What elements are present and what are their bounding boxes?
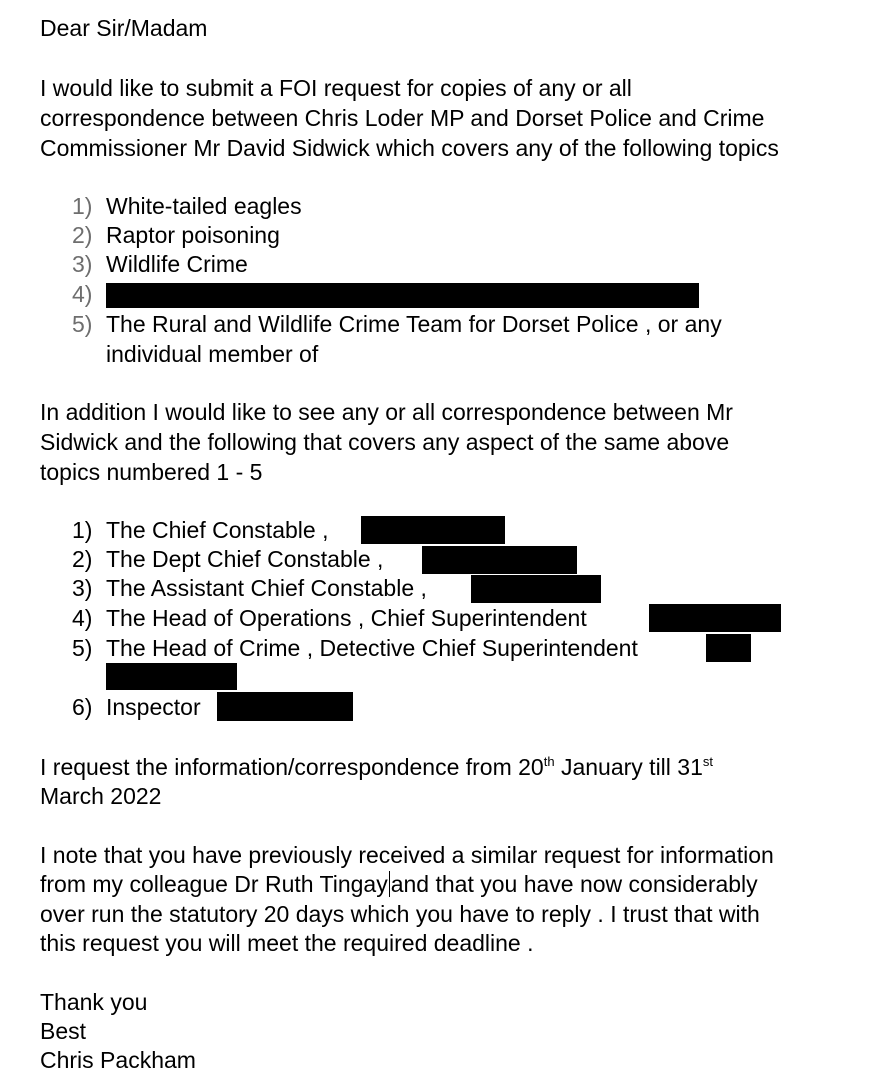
- note-text: and that you have now considerably: [390, 871, 758, 897]
- intro-line-3: Commissioner Mr David Sidwick which covers any of the following topics: [40, 135, 779, 161]
- ordinal-suffix: st: [702, 754, 714, 769]
- redaction-block: [422, 546, 577, 574]
- redaction-block: [649, 604, 781, 632]
- officer-item: The Head of Operations , Chief Superintendent: [106, 605, 587, 631]
- topic-item: White-tailed eagles: [106, 193, 302, 219]
- intro-line-2: correspondence between Chris Loder MP and Dorset Police and Crime: [40, 105, 765, 131]
- officer-item: The Assistant Chief Constable ,: [106, 575, 427, 601]
- officer-item: The Dept Chief Constable ,: [106, 546, 384, 572]
- request-period-text: I request the information/correspondence from 20: [40, 754, 544, 780]
- officer-number: 6): [72, 694, 93, 720]
- closing-best: Best: [40, 1018, 87, 1044]
- topic-item-continuation: individual member of: [106, 341, 319, 367]
- officer-number: 5): [72, 635, 93, 661]
- officer-number: 2): [72, 546, 93, 572]
- addition-line-1: In addition I would like to see any or all correspondence between Mr: [40, 399, 733, 425]
- officer-item: Inspector: [106, 694, 201, 720]
- note-line-1: I note that you have previously received a similar request for information: [40, 842, 774, 868]
- topic-number: 1): [72, 193, 93, 219]
- addition-line-2: Sidwick and the following that covers any aspect of the same above: [40, 429, 730, 455]
- topic-number: 3): [72, 251, 93, 277]
- topic-item: Raptor poisoning: [106, 222, 280, 248]
- ordinal-suffix: th: [543, 754, 555, 769]
- intro-line-1: I would like to submit a FOI request for copies of any or all: [40, 75, 632, 101]
- redaction-block: [106, 663, 237, 690]
- officer-number: 3): [72, 575, 93, 601]
- note-line-3: over run the statutory 20 days which you have to reply . I trust that with: [40, 901, 760, 927]
- topic-number: 2): [72, 222, 93, 248]
- redaction-block: [106, 283, 699, 308]
- redaction-block: [706, 634, 751, 662]
- note-text: from my colleague Dr Ruth Tingay: [40, 871, 388, 897]
- closing-thanks: Thank you: [40, 989, 148, 1015]
- greeting: Dear Sir/Madam: [40, 15, 208, 41]
- request-period-text: January till 31: [554, 754, 703, 780]
- redaction-block: [217, 692, 353, 721]
- text-cursor[interactable]: [389, 871, 390, 897]
- note-line-4: this request you will meet the required deadline .: [40, 930, 534, 956]
- signature-name: Chris Packham: [40, 1047, 196, 1073]
- request-period-line-2: March 2022: [40, 783, 162, 809]
- officer-item: The Head of Crime , Detective Chief Superintendent: [106, 635, 638, 661]
- note-line-2: [40, 869, 758, 899]
- topic-number: 5): [72, 311, 93, 337]
- officer-item: The Chief Constable ,: [106, 517, 329, 543]
- topic-number: 4): [72, 281, 93, 307]
- topic-item: Wildlife Crime: [106, 251, 248, 277]
- redaction-block: [361, 516, 505, 544]
- addition-line-3: topics numbered 1 - 5: [40, 459, 263, 485]
- redaction-block: [471, 575, 601, 603]
- officer-number: 4): [72, 605, 93, 631]
- request-period-line-1: [40, 752, 713, 782]
- officer-number: 1): [72, 517, 93, 543]
- topic-item: The Rural and Wildlife Crime Team for Dorset Police , or any: [106, 311, 722, 337]
